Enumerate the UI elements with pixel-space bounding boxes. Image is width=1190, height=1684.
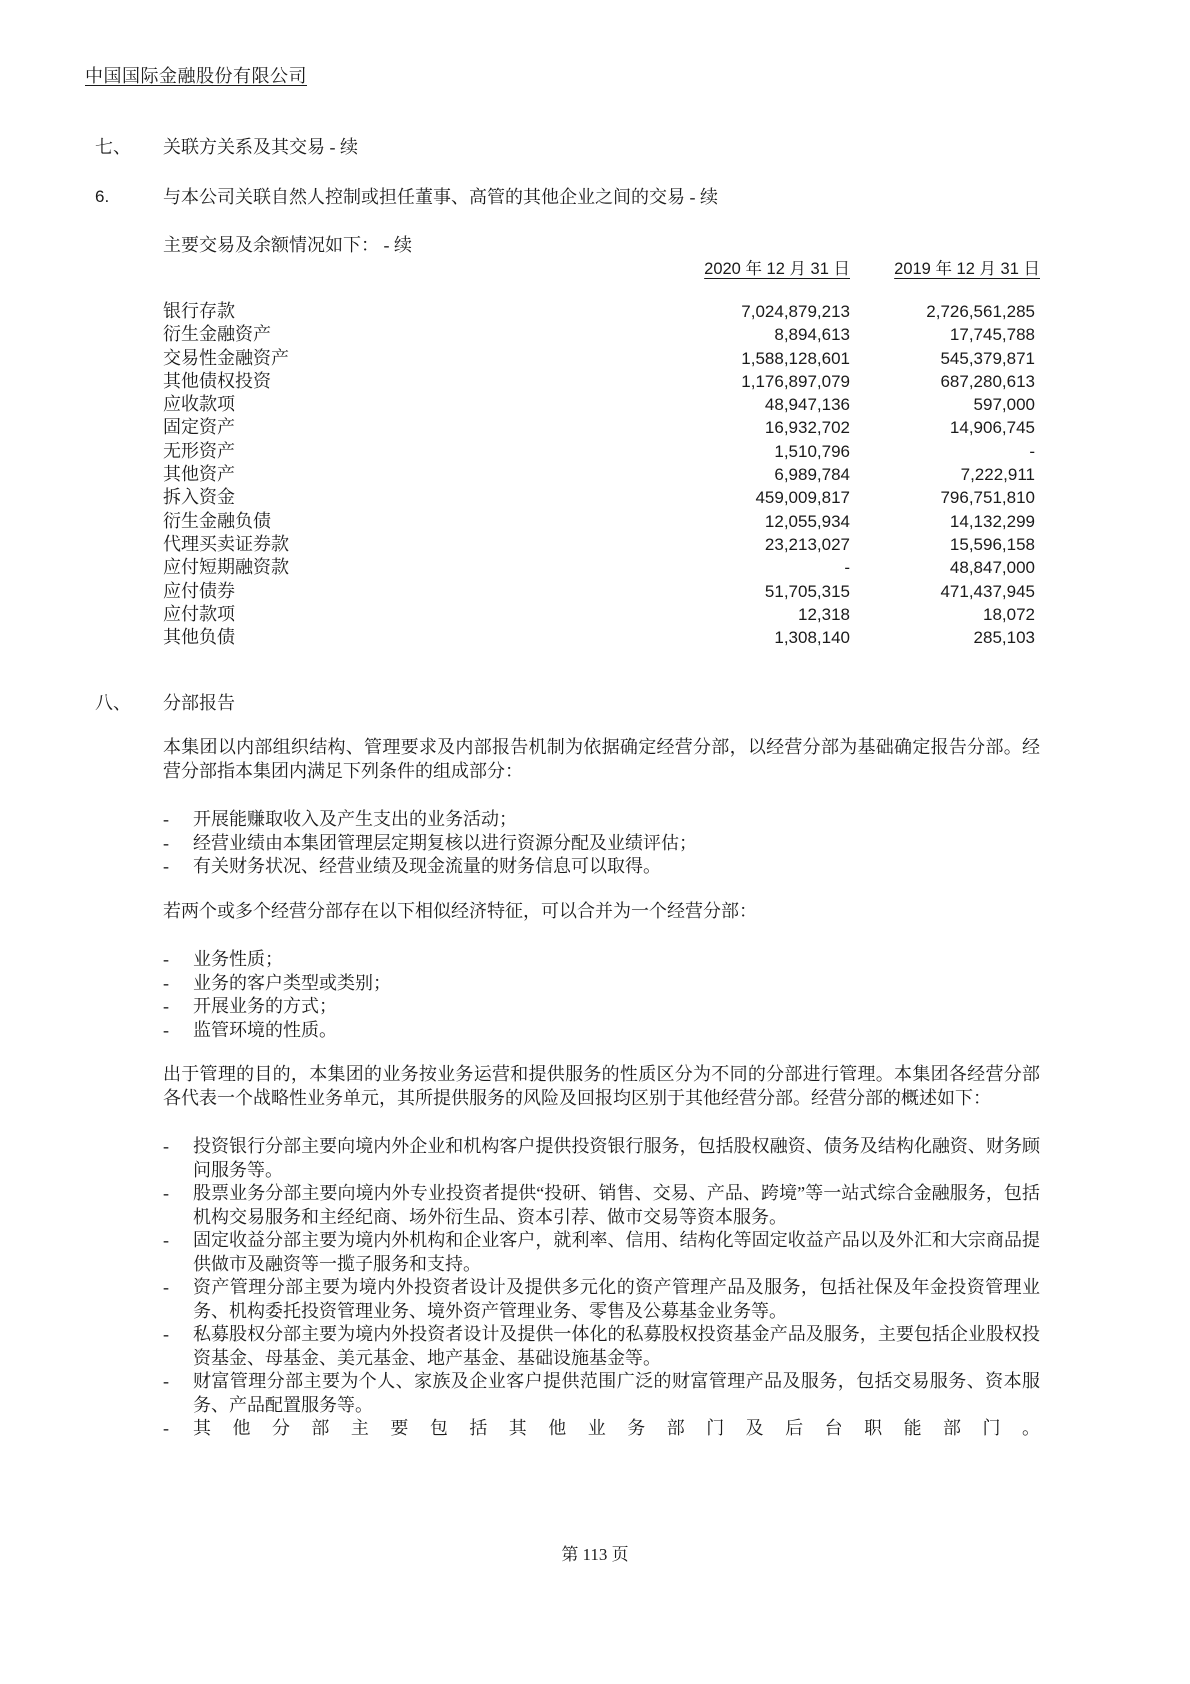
bullet-dash: -: [163, 809, 169, 830]
balances-table: [163, 257, 1040, 649]
bullet-text: 私募股权分部主要为境内外投资者设计及提供一体化的私募股权投资基金产品及服务，主要包括企业股权投资基金、母基金、美元基金、地产基金、基础设施基金等。: [193, 1324, 1040, 1368]
row-label: 银行存款: [163, 301, 235, 321]
row-label: 衍生金融负债: [163, 510, 271, 531]
table-row: [163, 300, 1040, 323]
bullet-dash: -: [163, 1277, 169, 1298]
bullet-text: 业务性质；: [193, 949, 283, 970]
row-label: 应付款项: [163, 603, 235, 624]
row-label: 固定资产: [163, 417, 235, 438]
row-value-2020: 7,024,879,213: [741, 302, 850, 321]
table-row: [163, 510, 1040, 533]
management-purpose-paragraph: 出于管理的目的，本集团的业务按业务运营和提供服务的性质区分为不同的分部进行管理。本集团各经营分部各代表一个战略性业务单元，其所提供服务的风险及回报均区别于其他经营分部。经营分部的概述如下：: [163, 1064, 1040, 1108]
section-7-number: 七、: [95, 137, 131, 157]
bullet-dash: -: [163, 1019, 169, 1040]
bullets-1: [0, 808, 1190, 879]
row-value-2020: 12,055,934: [764, 511, 850, 531]
row-value-2019: 14,132,299: [949, 511, 1035, 531]
row-label: 拆入资金: [163, 487, 235, 508]
bullet-item: [163, 1135, 1040, 1182]
column-header-2019: 2019 年 12 月 31 日: [894, 260, 1040, 278]
bullet-text: 固定收益分部主要为境内外机构和企业客户，就利率、信用、结构化等固定收益产品以及外汇和大宗商品提供做市及融资等一揽子服务和支持。: [193, 1230, 1040, 1274]
bullet-text: 监管环境的性质。: [193, 1019, 337, 1040]
row-value-2020: 51,705,315: [764, 581, 850, 601]
row-label: 代理买卖证券款: [163, 533, 289, 554]
table-row: [163, 416, 1040, 439]
bullet-item: [163, 1019, 1040, 1043]
row-value-2019: 597,000: [973, 395, 1035, 415]
balances-table-header: [163, 257, 1040, 281]
row-value-2020: 23,213,027: [764, 534, 850, 554]
section-8-number: 八、: [95, 693, 131, 714]
bullet-text: 经营业绩由本集团管理层定期复核以进行资源分配及业绩评估；: [193, 832, 697, 853]
row-label: 无形资产: [163, 440, 235, 461]
row-value-2019: 545,379,871: [940, 348, 1035, 368]
section-7-title: 关联方关系及其交易 - 续: [163, 137, 358, 157]
bullet-item: [163, 1182, 1040, 1229]
section-8-title: 分部报告: [163, 693, 235, 714]
row-label: 应收款项: [163, 394, 235, 415]
table-row: [163, 440, 1040, 463]
bullet-dash: -: [163, 1371, 169, 1392]
bullet-dash: -: [163, 1418, 169, 1439]
header-spacer: [163, 257, 528, 281]
row-value-2019: 285,103: [973, 628, 1035, 648]
bullet-dash: -: [163, 1324, 169, 1345]
table-row: [163, 580, 1040, 603]
row-value-2020: -: [844, 558, 850, 578]
bullet-item: [163, 808, 1040, 832]
bullet-item: [163, 1417, 1040, 1441]
bullet-dash: -: [163, 972, 169, 993]
table-row: [163, 556, 1040, 579]
item-6-heading: [95, 185, 1040, 209]
row-value-2019: 687,280,613: [940, 371, 1035, 391]
row-value-2020: 459,009,817: [755, 488, 850, 508]
row-value-2020: 16,932,702: [764, 418, 850, 438]
table-row: [163, 347, 1040, 370]
row-value-2019: 15,596,158: [949, 534, 1035, 554]
bullet-text: 有关财务状况、经营业绩及现金流量的财务信息可以取得。: [193, 856, 661, 877]
table-row: [163, 323, 1040, 346]
bullet-text: 投资银行分部主要向境内外企业和机构客户提供投资银行服务，包括股权融资、债务及结构化融资、财务顾问服务等。: [193, 1136, 1040, 1180]
table-row: [163, 603, 1040, 626]
row-value-2019: 7,222,911: [960, 465, 1035, 485]
row-value-2020: 1,308,140: [774, 628, 850, 648]
bullet-item: [163, 1370, 1040, 1417]
table-row: [163, 463, 1040, 486]
company-name: 中国国际金融股份有限公司: [85, 66, 307, 86]
row-value-2020: 48,947,136: [764, 395, 850, 415]
row-value-2020: 8,894,613: [774, 325, 850, 345]
bullet-item: [163, 832, 1040, 856]
row-label: 衍生金融资产: [163, 324, 271, 345]
item-6-title: 与本公司关联自然人控制或担任董事、高管的其他企业之间的交易 - 续: [163, 187, 718, 207]
row-value-2020: 1,176,897,079: [741, 371, 850, 391]
bullet-item: [163, 948, 1040, 972]
bullet-text: 业务的客户类型或类别；: [193, 972, 391, 993]
table-row: [163, 626, 1040, 649]
section-7-heading: [95, 135, 1040, 159]
bullet-item: [163, 855, 1040, 879]
bullets-3: [0, 1135, 1190, 1441]
row-label: 交易性金融资产: [163, 347, 289, 368]
table-intro: 主要交易及余额情况如下： - 续: [163, 235, 412, 255]
table-row: [163, 533, 1040, 556]
row-value-2019: 17,745,788: [949, 325, 1035, 345]
bullet-item: [163, 1276, 1040, 1323]
row-value-2019: 18,072: [983, 604, 1035, 624]
bullet-item: [163, 972, 1040, 996]
row-label: 应付短期融资款: [163, 557, 289, 578]
bullet-text: 股票业务分部主要向境内外专业投资者提供“投研、销售、交易、产品、跨境”等一站式综合金融服务，包括机构交易服务和主经纪商、场外衍生品、资本引荐、做市交易等资本服务。: [193, 1183, 1040, 1227]
section-8-heading: [95, 691, 1040, 715]
bullet-dash: -: [163, 832, 169, 853]
bullet-text: 资产管理分部主要为境内外投资者设计及提供多元化的资产管理产品及服务，包括社保及年金投资管理业务、机构委托投资管理业务、境外资产管理业务、零售及公募基金业务等。: [193, 1277, 1040, 1321]
bullet-item: [163, 1229, 1040, 1276]
row-value-2019: -: [1029, 441, 1035, 461]
table-row: [163, 393, 1040, 416]
bullet-dash: -: [163, 996, 169, 1017]
row-label: 其他债权投资: [163, 370, 271, 391]
row-label: 应付债券: [163, 580, 235, 601]
row-label: 其他负债: [163, 627, 235, 648]
merge-conditions-paragraph: 若两个或多个经营分部存在以下相似经济特征，可以合并为一个经营分部：: [163, 900, 757, 921]
balances-table-body: [163, 300, 1040, 649]
segment-intro-paragraph: 本集团以内部组织结构、管理要求及内部报告机制为依据确定经营分部，以经营分部为基础确定报告分部。经营分部指本集团内满足下列条件的组成部分：: [163, 737, 1040, 781]
row-value-2019: 796,751,810: [940, 488, 1035, 508]
row-value-2019: 14,906,745: [949, 418, 1035, 438]
bullet-dash: -: [163, 1230, 169, 1251]
bullet-text: 开展能赚取收入及产生支出的业务活动；: [193, 809, 517, 830]
bullet-text: 开展业务的方式；: [193, 996, 337, 1017]
bullet-text: 财富管理分部主要为个人、家族及企业客户提供范围广泛的财富管理产品及服务，包括交易服务、资本服务、产品配置服务等。: [193, 1371, 1040, 1415]
table-row: [163, 486, 1040, 509]
bullet-dash: -: [163, 1183, 169, 1204]
column-header-2020: 2020 年 12 月 31 日: [704, 260, 850, 278]
row-value-2019: 471,437,945: [940, 581, 1035, 601]
bullet-dash: -: [163, 1136, 169, 1157]
bullets-2: [0, 948, 1190, 1042]
row-value-2020: 1,510,796: [774, 441, 850, 461]
row-value-2019: 2,726,561,285: [926, 302, 1035, 321]
bullet-dash: -: [163, 856, 169, 877]
row-value-2019: 48,847,000: [949, 558, 1035, 578]
row-value-2020: 12,318: [798, 604, 850, 624]
row-value-2020: 6,989,784: [774, 465, 850, 485]
page-footer: 第 113 页: [561, 1545, 629, 1564]
bullet-item: [163, 1323, 1040, 1370]
row-value-2020: 1,588,128,601: [741, 348, 850, 368]
row-label: 其他资产: [163, 464, 235, 485]
item-6-number: 6.: [95, 187, 110, 206]
bullet-item: [163, 995, 1040, 1019]
table-row: [163, 370, 1040, 393]
bullet-dash: -: [163, 949, 169, 970]
bullet-text: 其他分部主要包括其他业务部门及后台职能部门。: [193, 1418, 1040, 1439]
